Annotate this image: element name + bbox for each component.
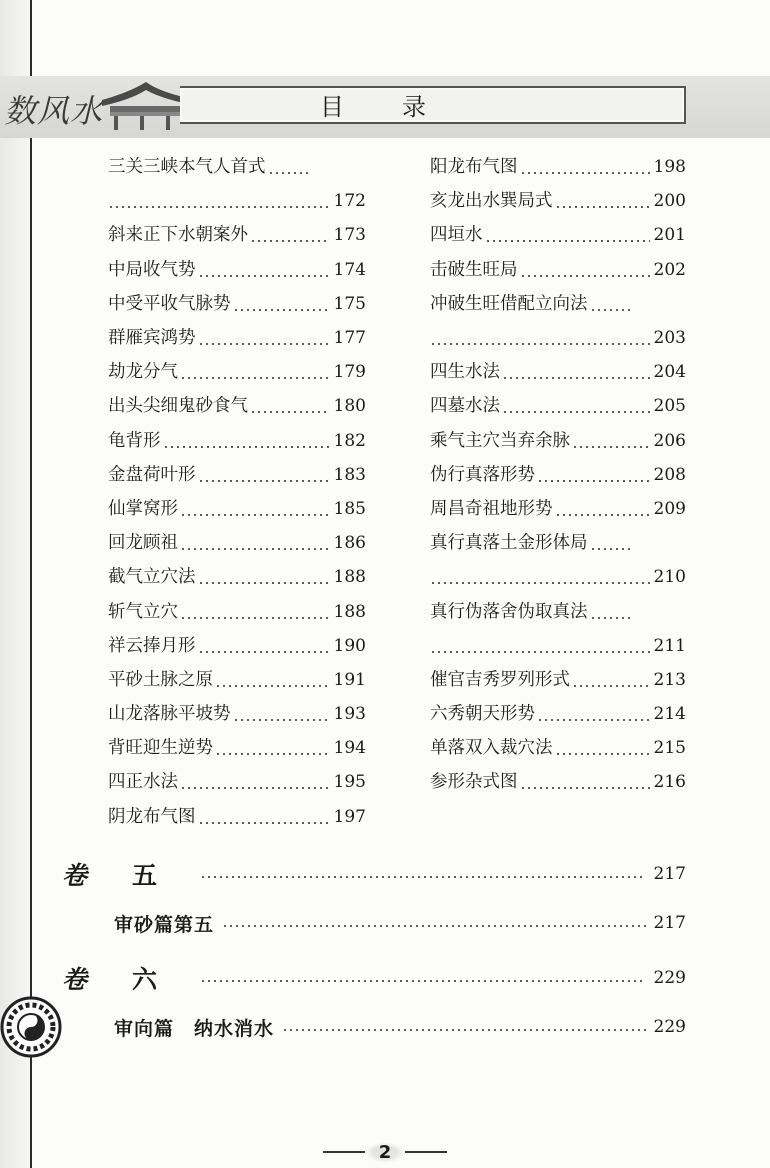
dot-leader (555, 731, 650, 765)
toc-entry[interactable] (108, 218, 366, 252)
toc-entry-page: 195 (333, 772, 366, 793)
toc-entry-page: 213 (653, 669, 686, 690)
toc-entry[interactable] (430, 731, 686, 765)
toc-entry-title: 阳龙布气图 (430, 157, 518, 178)
dot-leader (520, 150, 650, 184)
bagua-medallion-icon (0, 996, 62, 1058)
volume-6-prefix: 卷 (62, 965, 88, 994)
dot-leader (590, 287, 634, 321)
dot-leader (555, 492, 650, 526)
dot-leader (180, 595, 330, 629)
toc-entry-page: 183 (333, 464, 366, 485)
toc-entry-title: 山龙落脉平坡势 (108, 704, 231, 725)
toc-entry[interactable] (430, 594, 686, 628)
dot-leader (198, 629, 330, 663)
volume-6-row[interactable] (62, 960, 686, 996)
dot-leader (502, 389, 650, 423)
toc-entry-page: 194 (333, 738, 366, 759)
toc-entry-page: 200 (653, 191, 686, 212)
toc-entry-page: 186 (333, 533, 366, 554)
toc-entry-page: 203 (653, 328, 686, 349)
dot-leader (198, 253, 330, 287)
subsection-title: 审砂篇第五 (114, 913, 215, 936)
toc-entry[interactable] (430, 287, 686, 321)
toc-entry[interactable] (430, 321, 686, 355)
page-number (300, 1140, 470, 1164)
dot-leader (537, 458, 650, 492)
toc-entry[interactable] (430, 560, 686, 594)
toc-entry-title: 仙掌窝形 (108, 498, 178, 519)
toc-entry-title: 背旺迎生逆势 (108, 738, 213, 759)
dot-leader (250, 389, 330, 423)
volume-6-subsection[interactable] (114, 1010, 686, 1044)
toc-entry-page: 188 (333, 601, 366, 622)
toc-entry-title: 斜来正下水朝案外 (108, 225, 248, 246)
toc-entry-page: 209 (653, 498, 686, 519)
toc-entry[interactable] (108, 355, 366, 389)
toc-entry-title: 三关三峡本气人首式 (108, 157, 266, 178)
toc-entry[interactable] (430, 389, 686, 423)
toc-entry[interactable] (430, 697, 686, 731)
page-title: 目录 (320, 93, 484, 121)
volume-5-page: 217 (653, 864, 686, 884)
toc-entry-page: 174 (333, 259, 366, 280)
dot-leader (180, 355, 330, 389)
toc-entry-title: 催官吉秀罗列形式 (430, 669, 570, 690)
toc-entry-title: 四正水法 (108, 772, 178, 793)
toc-entry-page: 205 (653, 396, 686, 417)
toc-entry-title: 四生水法 (430, 362, 500, 383)
toc-entry-title: 平砂土脉之原 (108, 669, 213, 690)
toc-entry-title: 周昌奇祖地形势 (430, 498, 553, 519)
toc-entry-page: 177 (333, 328, 366, 349)
toc-entry[interactable] (430, 526, 686, 560)
toc-entry-title: 劫龙分气 (108, 362, 178, 383)
toc-entry-page: 193 (333, 704, 366, 725)
toc-entry-title: 斩气立穴 (108, 601, 178, 622)
toc-entry-title: 中受平收气脉势 (108, 293, 231, 314)
dot-leader (222, 913, 646, 933)
toc-entry-title: 金盘荷叶形 (108, 464, 196, 485)
toc-entry-title: 单落双入裁穴法 (430, 738, 553, 759)
dot-leader (200, 968, 646, 988)
toc-entry-page: 215 (653, 738, 686, 759)
toc-entry[interactable] (108, 629, 366, 663)
toc-entry-title: 击破生旺局 (430, 259, 518, 280)
dot-leader (108, 184, 330, 218)
toc-entry[interactable] (108, 765, 366, 799)
toc-entry[interactable] (108, 663, 366, 697)
toc-entry[interactable] (430, 458, 686, 492)
toc-entry-page: 197 (333, 806, 366, 827)
toc-entry[interactable] (108, 458, 366, 492)
toc-entry-title: 真行真落土金形体局 (430, 533, 588, 554)
toc-entry-page: 185 (333, 498, 366, 519)
toc-entry[interactable] (108, 526, 366, 560)
toc-entry-page: 206 (653, 430, 686, 451)
dot-leader (555, 184, 650, 218)
toc-entry-page: 175 (333, 293, 366, 314)
toc-entry[interactable] (108, 560, 366, 594)
toc-entry[interactable] (430, 253, 686, 287)
toc-entry-page: 198 (653, 157, 686, 178)
toc-entry[interactable] (108, 492, 366, 526)
volume-6-page: 229 (653, 968, 686, 988)
toc-entry-page: 182 (333, 430, 366, 451)
dot-leader (198, 321, 330, 355)
volume-6-number: 六 (132, 965, 158, 994)
toc-entry[interactable] (108, 424, 366, 458)
toc-entry[interactable] (430, 663, 686, 697)
toc-entry-page: 191 (333, 669, 366, 690)
volume-5-row[interactable] (62, 856, 686, 892)
toc-entry[interactable] (430, 150, 686, 184)
dot-leader (198, 560, 330, 594)
toc-entry-title: 截气立穴法 (108, 567, 196, 588)
page-number-text: 2 (365, 1142, 406, 1163)
toc-entry-title: 四墓水法 (430, 396, 500, 417)
dot-leader (233, 287, 330, 321)
dot-leader (502, 355, 650, 389)
dot-leader (572, 663, 650, 697)
toc-entry[interactable] (108, 731, 366, 765)
toc-entry-title: 乘气主穴当弃余脉 (430, 430, 570, 451)
spine-line (30, 0, 32, 1168)
toc-entry[interactable] (108, 697, 366, 731)
dot-leader (233, 697, 330, 731)
toc-entry-title: 参形杂式图 (430, 772, 518, 793)
toc-entry-page: 180 (333, 396, 366, 417)
toc-entry-title: 四垣水 (430, 225, 483, 246)
dot-leader (250, 218, 330, 252)
dot-leader (215, 663, 330, 697)
toc-entry-title: 阴龙布气图 (108, 806, 196, 827)
dot-leader (572, 424, 650, 458)
toc-entry[interactable] (430, 492, 686, 526)
dot-leader (180, 765, 330, 799)
toc-entry-title: 回龙顾祖 (108, 533, 178, 554)
toc-entry[interactable] (108, 321, 366, 355)
dot-leader (590, 526, 634, 560)
toc-entry[interactable] (108, 287, 366, 321)
dot-leader (430, 629, 650, 663)
toc-entry-page: 210 (653, 567, 686, 588)
toc-entry[interactable] (108, 253, 366, 287)
toc-entry-page: 211 (653, 635, 686, 656)
dot-leader (180, 492, 330, 526)
dot-leader (200, 864, 646, 884)
toc-entry-title: 群雁宾鸿势 (108, 328, 196, 349)
pavilion-roof-icon (100, 78, 190, 130)
toc-entry-page: 188 (333, 567, 366, 588)
dot-leader (268, 150, 312, 184)
subsection-title: 审向篇 纳水消水 (114, 1017, 275, 1040)
toc-entry[interactable] (108, 389, 366, 423)
toc-entry[interactable] (430, 424, 686, 458)
dot-leader (590, 595, 634, 629)
toc-entry[interactable] (430, 184, 686, 218)
toc-entry-title: 龟背形 (108, 430, 161, 451)
toc-entry-title: 冲破生旺借配立向法 (430, 293, 588, 314)
dot-leader (430, 560, 650, 594)
footer-rule-left (323, 1151, 365, 1153)
toc-entry-page: 179 (333, 362, 366, 383)
toc-entry-title: 六秀朝天形势 (430, 704, 535, 725)
toc-entry[interactable] (108, 150, 366, 184)
toc-entry[interactable] (108, 800, 366, 834)
toc-entry[interactable] (430, 355, 686, 389)
toc-entry-title: 出头尖细鬼砂食气 (108, 396, 248, 417)
dot-leader (215, 731, 330, 765)
toc-entry-page: 201 (653, 225, 686, 246)
volume-5-number: 五 (132, 861, 158, 890)
toc-entry[interactable] (430, 218, 686, 252)
toc-entry-title: 祥云捧月形 (108, 635, 196, 656)
toc-entry-title: 伪行真落形势 (430, 464, 535, 485)
toc-entry-title: 亥龙出水巽局式 (430, 191, 553, 212)
dot-leader (282, 1017, 646, 1037)
volume-5-prefix: 卷 (62, 861, 88, 890)
toc-entry-page: 216 (653, 772, 686, 793)
toc-entry-page: 202 (653, 259, 686, 280)
brand-text: 数风水 (4, 92, 104, 130)
toc-entry[interactable] (108, 184, 366, 218)
dot-leader (163, 424, 330, 458)
dot-leader (198, 458, 330, 492)
toc-entry-page: 190 (333, 635, 366, 656)
toc-entry-page: 172 (333, 191, 366, 212)
toc-entry-page: 204 (653, 362, 686, 383)
dot-leader (485, 218, 650, 252)
volume-5-subsection[interactable] (114, 906, 686, 940)
subsection-page: 229 (653, 1017, 686, 1037)
page-gutter (0, 0, 30, 1168)
dot-leader (198, 800, 330, 834)
dot-leader (520, 765, 650, 799)
dot-leader (180, 526, 330, 560)
toc-entry-title: 中局收气势 (108, 259, 196, 280)
toc-entry[interactable] (108, 594, 366, 628)
toc-entry[interactable] (430, 765, 686, 799)
toc-entry-page: 208 (653, 464, 686, 485)
dot-leader (520, 253, 650, 287)
toc-right-column (430, 150, 686, 800)
toc-entry-title: 真行伪落舍伪取真法 (430, 601, 588, 622)
toc-entry-page: 214 (653, 704, 686, 725)
toc-entry-page: 173 (333, 225, 366, 246)
dot-leader (537, 697, 650, 731)
subsection-page: 217 (653, 913, 686, 933)
footer-rule-right (405, 1151, 447, 1153)
toc-left-column (108, 150, 366, 834)
toc-entry[interactable] (430, 629, 686, 663)
dot-leader (430, 321, 650, 355)
